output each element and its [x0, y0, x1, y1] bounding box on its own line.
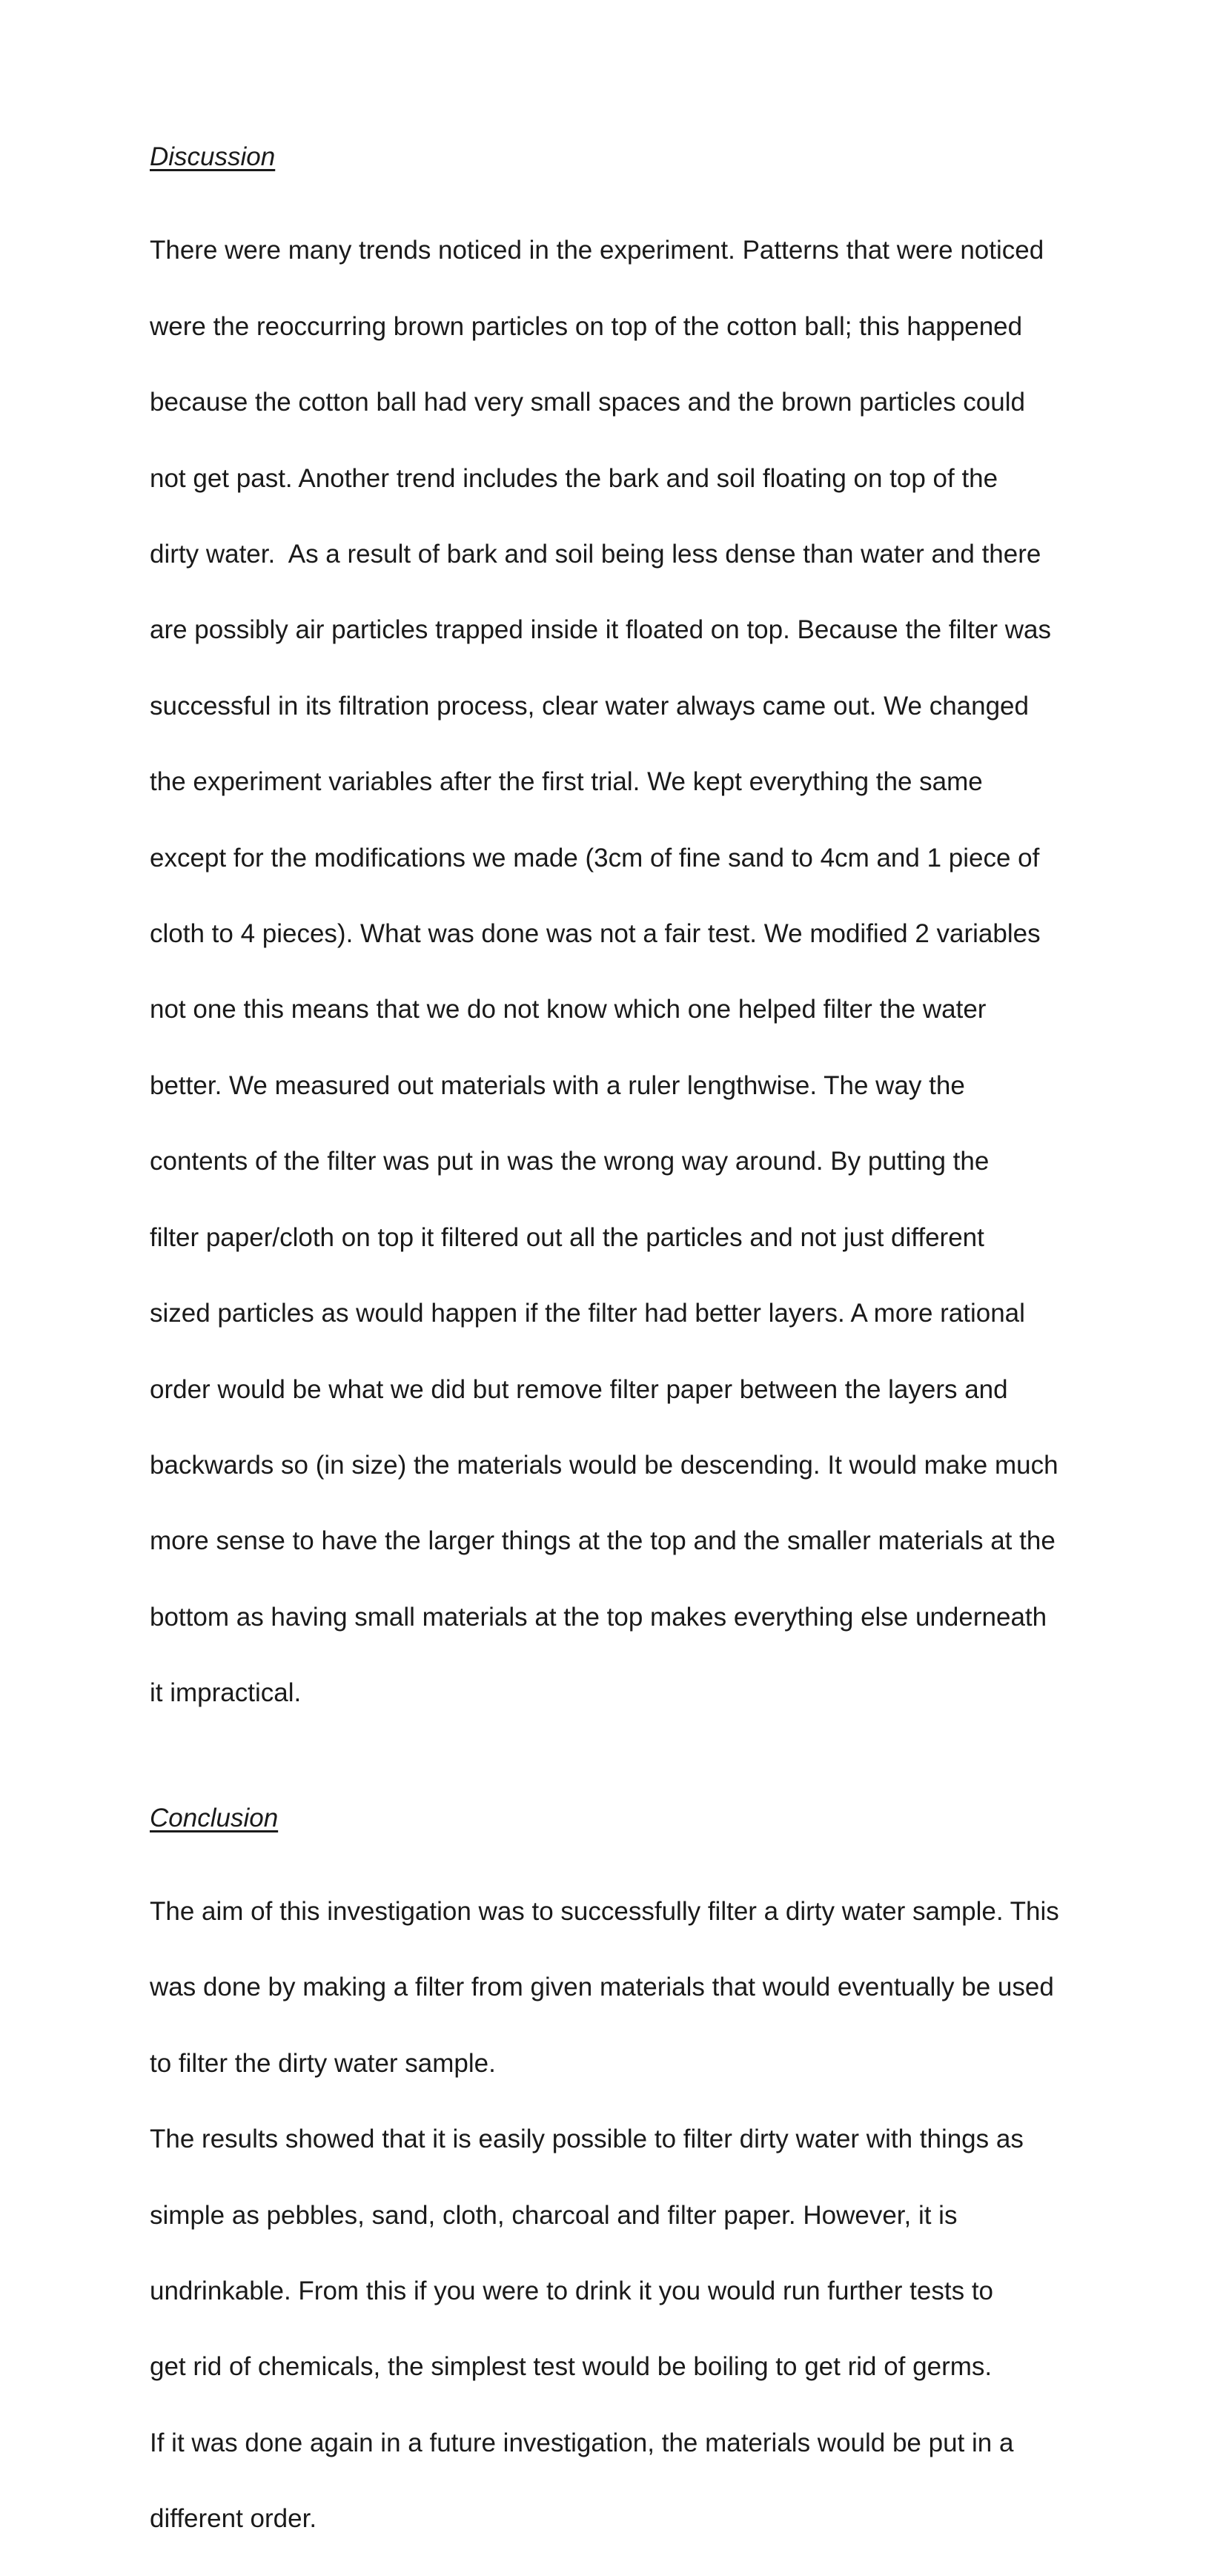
text-line: undrinkable. From this if you were to drink it you would run further tests to — [150, 2276, 994, 2305]
text-line: was done by making a filter from given materials that would eventually be used — [150, 1973, 1054, 2002]
discussion-heading: Discussion — [150, 142, 276, 171]
spacer — [150, 1750, 1113, 1799]
text-line: There were many trends noticed in the experiment. Patterns that were noticed — [150, 236, 1044, 265]
spacer — [150, 176, 1113, 193]
text-line: are possibly air particles trapped inside it floated on top. Because the filter was — [150, 615, 1051, 645]
text-line: backwards so (in size) the materials would be descending. It would make much — [150, 1450, 1058, 1480]
spacer — [150, 1837, 1113, 1855]
text-line: dirty water. As a result of bark and soil being less dense than water and there — [150, 540, 1041, 569]
text-line: because the cotton ball had very small spaces and the brown particles could — [150, 388, 1025, 417]
conclusion-paragraph — [150, 1855, 1113, 2576]
text-line: were the reoccurring brown particles on top of the cotton ball; this happened — [150, 311, 1023, 341]
text-line: more sense to have the larger things at the top and the smaller materials at the — [150, 1526, 1056, 1556]
text-line: The aim of this investigation was to successfully filter a dirty water sample. This — [150, 1896, 1059, 1926]
text-line: sized particles as would happen if the filter had better layers. A more rational — [150, 1299, 1025, 1328]
text-line: cloth to 4 pieces). What was done was not a fair test. We modified 2 variables — [150, 919, 1041, 949]
document-content — [150, 138, 1113, 2576]
text-line: except for the modifications we made (3cm of fine sand to 4cm and 1 piece of — [150, 843, 1040, 873]
text-line: it impractical. — [150, 1678, 302, 1708]
text-line: filter paper/cloth on top it filtered out all the particles and not just different — [150, 1222, 984, 1252]
text-line: better. We measured out materials with a ruler lengthwise. The way the — [150, 1070, 965, 1100]
discussion-paragraph — [150, 193, 1113, 1749]
text-line: If it was done again in a future investigation, the materials would be put in a — [150, 2428, 1014, 2457]
text-line: get rid of chemicals, the simplest test would be boiling to get rid of germs. — [150, 2352, 993, 2382]
conclusion-heading: Conclusion — [150, 1803, 279, 1832]
text-line: to filter the dirty water sample. — [150, 2048, 496, 2078]
text-line: not get past. Another trend includes the bark and soil floating on top of the — [150, 463, 998, 493]
text-line: successful in its filtration process, clear water always came out. We changed — [150, 691, 1029, 721]
text-line: The results showed that it is easily possible to filter dirty water with things as — [150, 2125, 1024, 2154]
text-line: simple as pebbles, sand, cloth, charcoal and filter paper. However, it is — [150, 2200, 958, 2230]
text-line: not one this means that we do not know which one helped filter the water — [150, 995, 987, 1024]
text-line: the experiment variables after the first trial. We kept everything the same — [150, 767, 983, 797]
text-line: order would be what we did but remove filter paper between the layers and — [150, 1374, 1008, 1404]
text-line: bottom as having small materials at the top makes everything else underneath — [150, 1602, 1047, 1632]
text-line: contents of the filter was put in was the wrong way around. By putting the — [150, 1147, 990, 1176]
text-line: different order. — [150, 2504, 317, 2534]
